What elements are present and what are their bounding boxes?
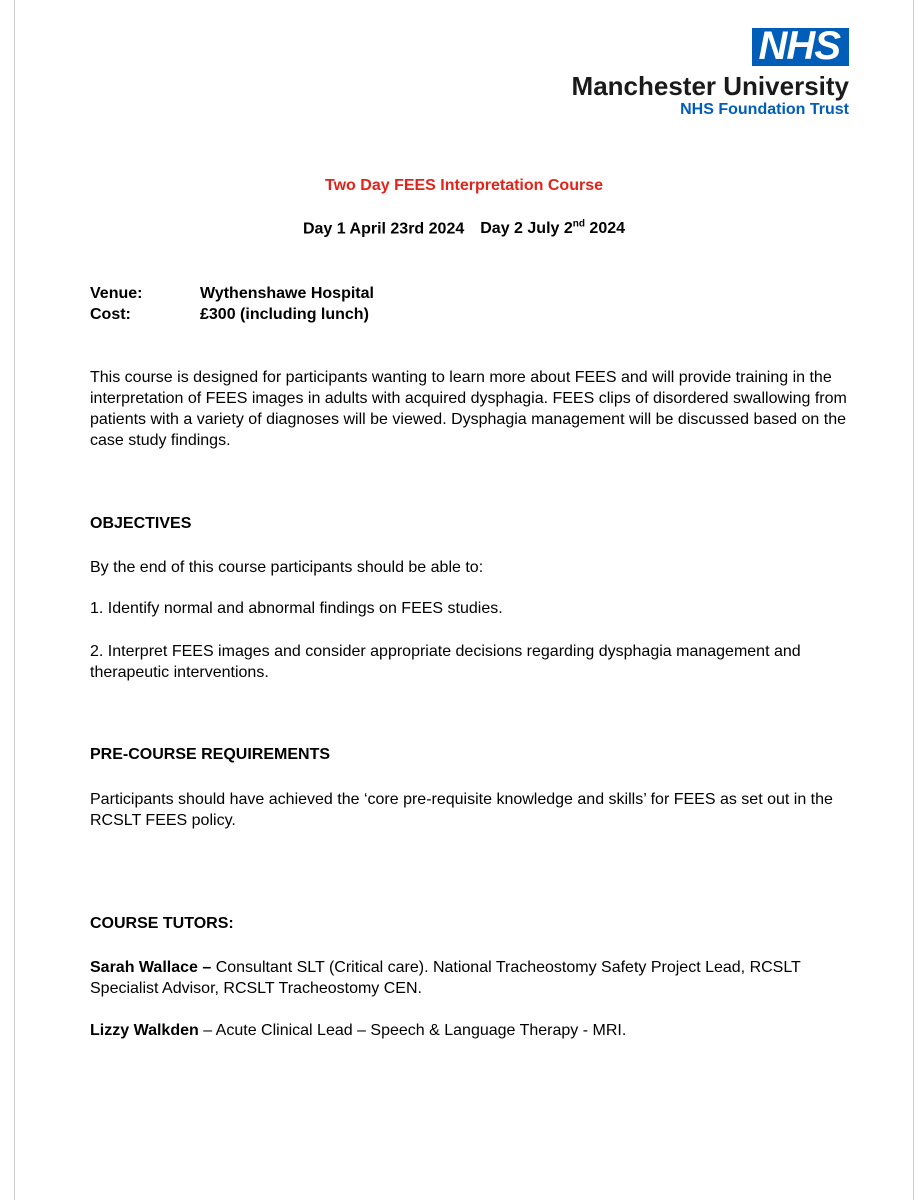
objective-item: 1. Identify normal and abnormal findings on FEES studies.: [90, 600, 503, 617]
org-subtitle: NHS Foundation Trust: [680, 101, 849, 118]
tutor-entry: [90, 1020, 860, 1041]
org-name: Manchester University: [571, 71, 849, 101]
course-description: This course is designed for participants wanting to learn more about FEES and will provide training in the interpretation of FEES images in adults with acquired dysphagia. FEES clips of disordered swallowing from patients with a variety of diagnoses will be viewed. Dysphagia management will be discussed based on the case study findings.: [90, 369, 847, 449]
tutor-entry: [90, 957, 860, 999]
tutor-role: Consultant SLT (Critical care). National Tracheostomy Safety Project Lead, RCSLT Specialist Advisor, RCSLT Tracheostomy CEN.: [90, 959, 801, 997]
day1-date: Day 1 April 23rd 2024: [302, 220, 465, 238]
cost-value: £300 (including lunch): [200, 306, 369, 323]
nhs-logo-block: [571, 24, 849, 120]
tutors-heading: COURSE TUTORS:: [90, 915, 234, 932]
day2-date: Day 2 July 2nd 2024: [480, 219, 626, 238]
tutor-role: – Acute Clinical Lead – Speech & Language Therapy - MRI.: [198, 1022, 627, 1039]
venue-cost-block: [90, 283, 374, 325]
course-dates: [15, 219, 913, 238]
requirements-heading: PRE-COURSE REQUIREMENTS: [90, 746, 331, 763]
course-title: Two Day FEES Interpretation Course: [325, 177, 603, 194]
tutor-name: Sarah Wallace –: [90, 959, 212, 976]
requirements-text: Participants should have achieved the ‘core pre-requisite knowledge and skills’ for FEES as set out in the RCSLT FEES policy.: [90, 791, 833, 829]
venue-value: Wythenshawe Hospital: [200, 285, 374, 302]
objectives-heading: OBJECTIVES: [90, 515, 192, 532]
cost-label: Cost:: [90, 306, 131, 323]
nhs-logo: NHS: [752, 28, 849, 66]
document-page: [14, 0, 914, 1200]
objective-item: 2. Interpret FEES images and consider appropriate decisions regarding dysphagia management and therapeutic interventions.: [90, 643, 801, 681]
objectives-intro: By the end of this course participants should be able to:: [90, 559, 484, 576]
venue-label: Venue:: [90, 285, 143, 302]
tutor-name: Lizzy Walkden: [90, 1022, 199, 1039]
